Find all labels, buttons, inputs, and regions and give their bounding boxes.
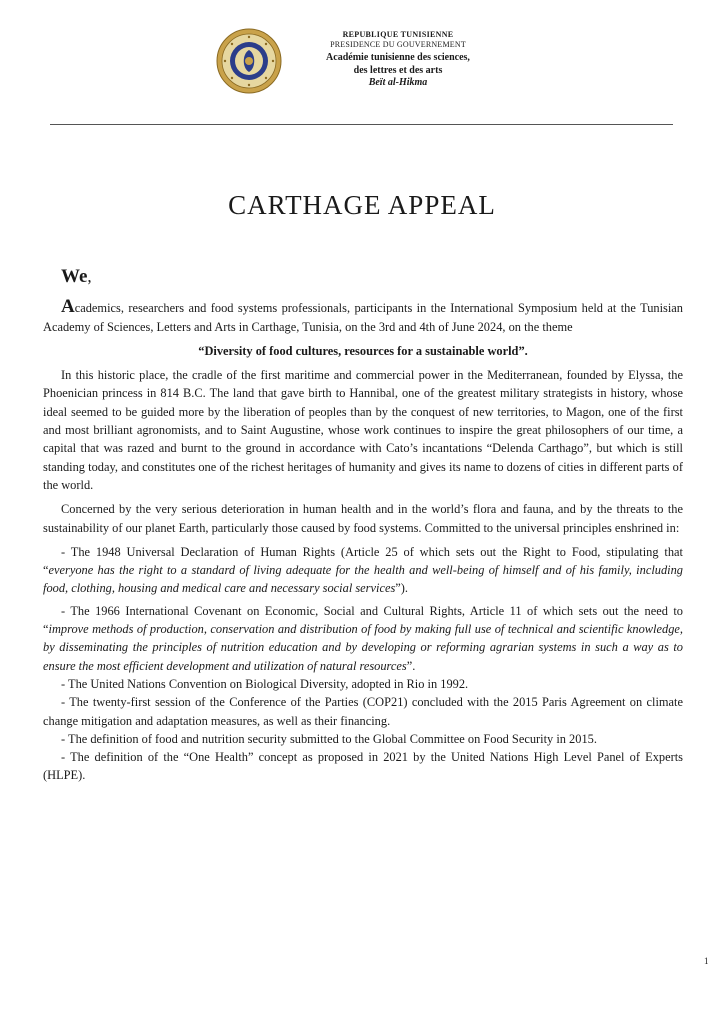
salutation-word: We [61, 266, 88, 287]
header-institution-block [298, 30, 498, 90]
header-republic: REPUBLIQUE TUNISIENNE [342, 30, 454, 39]
intro-text: cademics, researchers and food systems professionals, participants in the International Symposium held at the Tunisian Academy of Sciences, Letters and Arts in Carthage, Tunisia, on the 3rd and 4th of June 2024, on the theme [43, 301, 683, 334]
list-item-cbd: - The United Nations Convention on Biological Diversity, adopted in Rio in 1992. [61, 676, 469, 691]
list-item-udhr [43, 543, 683, 598]
udhr-intro: - The 1948 Universal Declaration of Human Rights (Article 25 of which sets out the Right to Food, stipulating that “ [43, 544, 683, 578]
concern-paragraph: Concerned by the very serious deterioration in human health and in the world’s flora and fauna, and by the threats to the sustainability of our planet Earth, particularly those caused by food systems. Committed to the universal principles enshrined in: [43, 502, 683, 535]
header-academy-name: Académie tunisienne des sciences, [326, 52, 470, 63]
header-presidency: PRESIDENCE DU GOUVERNEMENT [330, 40, 466, 49]
list-item-one-health: - The definition of the “One Health” concept as proposed in 2021 by the United Nations High Level Panel of Experts (HLPE). [43, 750, 683, 783]
salutation-punct: , [87, 267, 92, 286]
icescr-intro: - The 1966 International Covenant on Economic, Social and Cultural Rights, Article 11 of which sets out the need to “ [43, 603, 683, 637]
list-item-cfs: - The definition of food and nutrition security submitted to the Global Committee on Food Security in 2015. [61, 731, 597, 746]
salutation [61, 268, 683, 286]
symposium-theme: “Diversity of food cultures, resources for a sustainable world”. [198, 343, 528, 358]
document-body [43, 268, 683, 785]
academy-seal-logo [216, 28, 282, 94]
intro-paragraph [43, 298, 683, 336]
header-divider [50, 124, 673, 125]
header-beit-al-hikma: Beït al-Hikma [368, 77, 428, 88]
header-academy-name-cont: des lettres et des arts [353, 64, 443, 76]
icescr-close: ”. [406, 658, 416, 673]
udhr-close: ”). [395, 581, 408, 596]
intro-dropcap: A [61, 296, 75, 318]
document-title: CARTHAGE APPEAL [228, 190, 496, 220]
page-number: 1 [704, 956, 709, 966]
icescr-quote: improve methods of production, conservation and distribution of food by making full use of technical and scientific knowledge, by disseminating the principles of nutrition education and by developing or reforming agrarian systems in such a way as to ensure the most efficient development and utilization of natural resources [43, 622, 683, 673]
udhr-quote: everyone has the right to a standard of living adequate for the health and well-being of himself and of his family, including food, clothing, housing and medical care and necessary social services [43, 563, 683, 596]
list-item-cop21: - The twenty-first session of the Conference of the Parties (COP21) concluded with the 2015 Paris Agreement on climate change mitigation and adaptation measures, as well as their financing. [43, 695, 683, 728]
history-paragraph: In this historic place, the cradle of the first maritime and commercial power in the Mediterranean, founded by Elyssa, the Phoenician princess in 814 B.C. The land that gave birth to Hannibal, one of the greatest military strategists in history, whose ideal seemed to be guided more by the liberation of peoples than by the conquest of new territories, to Magon, one of the first and most brilliant agronomists, and to Saint Augustine, whose work continues to inspire the great philosophers of our time, a capital that was razed and burnt to the ground in accordance with Cato’s incantations “Delenda Carthago”, but which is still standing today, and constitutes one of the richest heritages of humanity and gives its name to dozens of cities in different parts of the world. [43, 368, 683, 492]
list-item-icescr [43, 602, 683, 675]
